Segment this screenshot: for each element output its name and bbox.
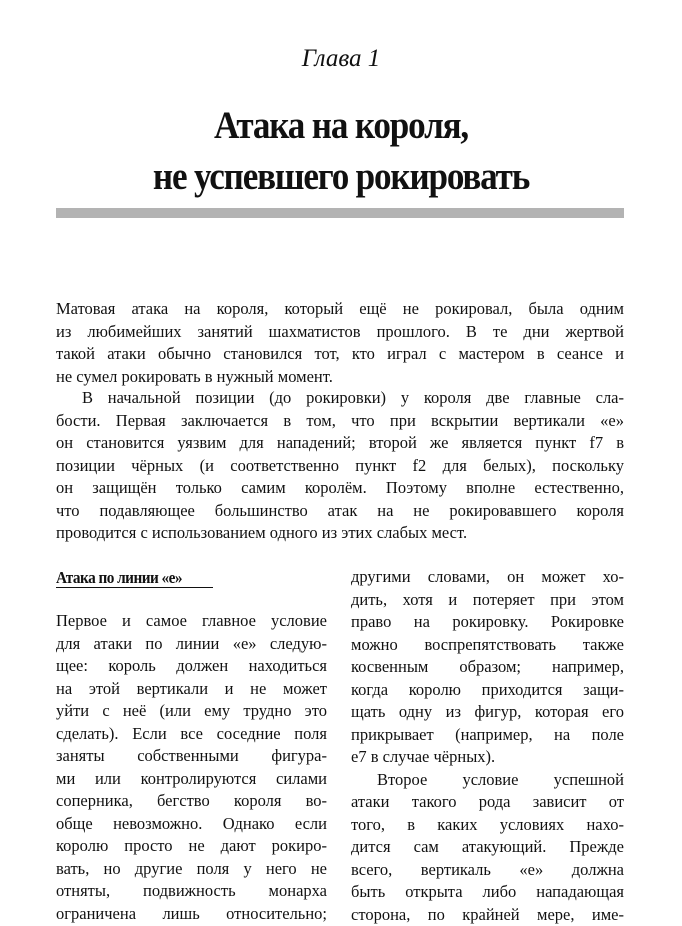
text-line: атаки такого рода зависит от [351, 791, 624, 814]
text-line: заняты собственными фигура- [56, 745, 327, 768]
text-line: щать одну из фигур, которая его [351, 701, 624, 724]
text-line: ограничена лишь относительно; [56, 903, 327, 926]
section-heading: Атака по линии «е» [56, 567, 182, 589]
intro-paragraph [56, 298, 624, 388]
text-line: дить, хотя и потеряет при этом [351, 589, 624, 612]
text-line: позиции чёрных (и соответственно пункт f2 для белых), поскольку [56, 455, 624, 478]
section-heading-underline [56, 587, 213, 588]
text-line: вать, но другие поля у него не [56, 858, 327, 881]
text-line: не сумел рокировать в нужный момент. [56, 366, 624, 389]
text-line: обще невозможно. Однако если [56, 813, 327, 836]
text-line: право на рокировку. Рокировке [351, 611, 624, 634]
right-column [351, 566, 624, 926]
text-line: сторона, по крайней мере, име- [351, 904, 624, 926]
text-line: на этой вертикали и не может [56, 678, 327, 701]
text-line: прикрывает (например, на поле [351, 724, 624, 747]
text-line: отняты, подвижность монарха [56, 880, 327, 903]
text-line: уйти с неё (или ему трудно это [56, 700, 327, 723]
text-line: когда королю приходится защи- [351, 679, 624, 702]
text-line: Первое и самое главное условие [56, 610, 327, 633]
text-line: другими словами, он может хо- [351, 566, 624, 589]
text-line: бости. Первая заключается в том, что при вскрытии вертикали «е» [56, 410, 624, 433]
chapter-label: Глава 1 [0, 44, 682, 74]
chapter-title-line: Атака на короля, [70, 100, 612, 151]
text-line: e7 в случае чёрных). [351, 746, 624, 769]
text-line: Второе условие успешной [351, 769, 624, 792]
text-line: всего, вертикаль «е» должна [351, 859, 624, 882]
left-column-paragraph [56, 610, 327, 925]
text-line: такой атаки обычно становился тот, кто играл с мастером в сеансе и [56, 343, 624, 366]
text-line: можно воспрепятствовать также [351, 634, 624, 657]
text-line: он становится уязвим для нападений; второй же является пункт f7 в [56, 432, 624, 455]
text-line: щее: король должен находиться [56, 655, 327, 678]
text-line: из любимейших занятий шахматистов прошлого. В те дни жертвой [56, 321, 624, 344]
text-line: королю просто не дают рокиро- [56, 835, 327, 858]
text-line: проводится с использованием одного из этих слабых мест. [56, 522, 624, 545]
text-line: Матовая атака на короля, который ещё не рокировал, была одним [56, 298, 624, 321]
intro-paragraph [56, 387, 624, 545]
text-line: для атаки по линии «е» следую- [56, 633, 327, 656]
text-line: он защищён только самим королём. Поэтому вполне естественно, [56, 477, 624, 500]
text-line: косвенным образом; например, [351, 656, 624, 679]
title-underline-rule [56, 208, 624, 218]
text-line: что подавляющее большинство атак на не рокировавшего короля [56, 500, 624, 523]
text-line: того, в каких условиях нахо- [351, 814, 624, 837]
text-line: В начальной позиции (до рокировки) у короля две главные сла- [56, 387, 624, 410]
text-line: быть открыта либо нападающая [351, 881, 624, 904]
text-line: дится сам атакующий. Прежде [351, 836, 624, 859]
chapter-title-line: не успевшего рокировать [70, 151, 612, 202]
text-line: сделать). Если все соседние поля [56, 723, 327, 746]
chapter-title [70, 100, 612, 202]
text-line: соперника, бегство короля во- [56, 790, 327, 813]
text-line: ми или контролируются силами [56, 768, 327, 791]
